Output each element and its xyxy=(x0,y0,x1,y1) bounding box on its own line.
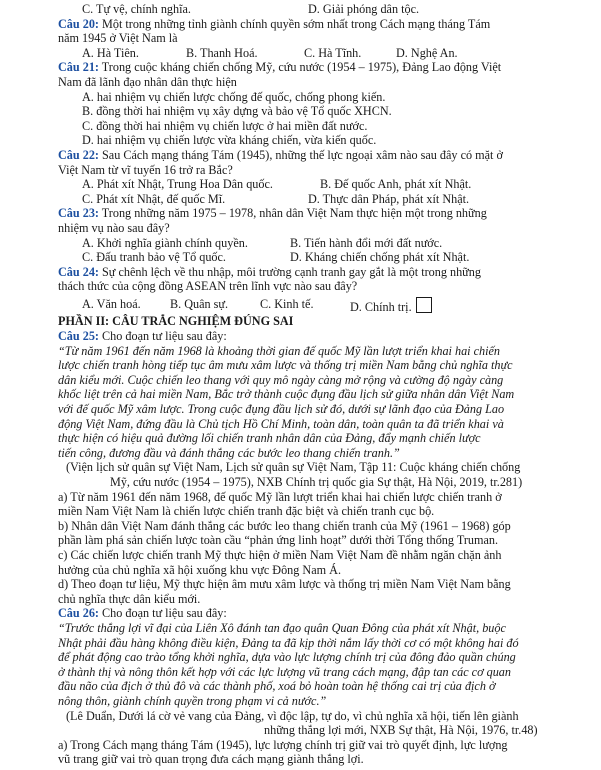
q20-options xyxy=(58,46,543,61)
q20-stem-cont: năm 1945 ở Việt Nam là xyxy=(58,31,178,46)
q24-option-b: B. Quân sự. xyxy=(170,296,229,311)
q23-stem-cont: nhiệm vụ nào sau đây? xyxy=(58,220,170,235)
q25-statement-c: c) Các chiến lược chiến tranh Mỹ thực hiện ở miền Nam Việt Nam đề nhằm ngăn chặn ảnh xyxy=(58,547,502,562)
q19-option-d: D. Giải phóng dân tộc. xyxy=(308,2,420,16)
q21-stem: Câu 21: Trong cuộc kháng chiến chống Mỹ, cứu nước (1954 – 1975), Đảng Lao động Việt xyxy=(58,60,502,75)
q26-source: (Lê Duẩn, Dưới lá cờ vẻ vang của Đảng, vì độc lập, tự do, vì chủ nghĩa xã hội, tiến lên giành xyxy=(66,708,519,723)
quote-line: để phát động cao trào tổng khởi nghĩa, dựa vào lực lượng chính trị của đông đảo quần chúng xyxy=(58,650,516,665)
q26-quote xyxy=(58,621,543,709)
q22-stem-cont: Việt Nam từ vĩ tuyến 16 trở ra Bắc? xyxy=(58,162,233,177)
quote-line: ở thành thị và nông thôn kết hợp với các lực lượng vũ trang cách mạng, đập tan các cơ quan xyxy=(58,664,511,679)
q24-option-d: D. Chính trị. xyxy=(350,297,432,315)
q23-option-c: C. Đấu tranh bảo vệ Tổ quốc. xyxy=(82,250,226,265)
q25-source-cont: Mỹ, cứu nước (1954 – 1975), NXB Chính trị quốc gia Sự thật, Hà Nội, 2019, tr.281) xyxy=(110,475,523,489)
quote-line: Nhật phải đầu hàng không điều kiện, Đảng ta đã kịp thời nắm lấy thời cơ có một không hai đó xyxy=(58,635,519,650)
q22-label: Câu 22: xyxy=(58,147,99,162)
q21-option-c: C. đồng thời hai nhiệm vụ chiến lược ở hai miền đất nước. xyxy=(82,118,368,133)
quote-line: động Việt Nam, đứng đầu là Chủ tịch Hồ Chí Minh, toàn dân, toàn quân ta đã triển khai và xyxy=(58,416,504,431)
q24-options xyxy=(58,297,543,315)
q19-option-c: C. Tự vệ, chính nghĩa. xyxy=(82,2,191,16)
quote-line: đầu não của địch ở thủ đô và các thành phố, xoá bỏ hoàn toàn hệ thống cai trị của địch ở xyxy=(58,679,496,694)
q25-statement-a-cont: miền Nam Việt Nam là chiến lược chiến tranh đặc biệt và chiến tranh cục bộ. xyxy=(58,504,435,519)
q23-options-row1 xyxy=(58,236,543,251)
q24-option-a: A. Văn hoá. xyxy=(82,296,141,311)
q22-stem: Câu 22: Sau Cách mạng tháng Tám (1945), những thế lực ngoại xâm nào sau đây có mặt ở xyxy=(58,147,503,162)
quote-line: tiến công, đương đầu và đánh thắng các bước leo thang chiến tranh.” xyxy=(58,445,400,460)
q21-option-b: B. đồng thời hai nhiệm vụ xây dựng và bảo vệ Tổ quốc XHCN. xyxy=(82,104,392,119)
q26-label: Câu 26: xyxy=(58,606,99,621)
q20-option-b: B. Thanh Hoá. xyxy=(186,45,258,60)
quote-line: thực hiện có hiệu quả đường lối chiến tranh nhân dân của Đảng, đẩy mạnh chiến lược xyxy=(58,431,481,446)
q23-option-a: A. Khởi nghĩa giành chính quyền. xyxy=(82,235,248,250)
q19-options xyxy=(58,2,543,17)
q23-stem: Câu 23: Trong những năm 1975 – 1978, nhân dân Việt Nam thực hiện một trong những xyxy=(58,206,487,221)
quote-line: nông thôn, giành chính quyền trong phạm vi cả nước.” xyxy=(58,693,327,708)
q21-option-d: D. hai nhiệm vụ chiến lược vừa kháng chiến, vừa kiến quốc. xyxy=(82,133,377,148)
q25-statement-d: d) Theo đoạn tư liệu, Mỹ thực hiện âm mưu xâm lược và thống trị miền Nam Việt Nam bằng xyxy=(58,577,511,592)
quote-line: lược chiến tranh hòng tiếp tục âm mưu xâm lược và thống trị miền Nam bằng chủ nghĩa thực xyxy=(58,358,513,373)
q22-options-row2 xyxy=(58,192,543,207)
q24-stem-cont: thách thức của cộng đồng ASEAN trên lĩnh vực nào sau đây? xyxy=(58,279,358,294)
q25-statement-b: b) Nhân dân Việt Nam đánh thắng các bước leo thang chiến tranh của Mỹ (1961 – 1968) góp xyxy=(58,518,511,533)
q23-label: Câu 23: xyxy=(58,206,99,221)
q25-statement-d-cont: chủ nghĩa thực dân kiểu mới. xyxy=(58,591,201,606)
q23-option-b: B. Tiến hành đổi mới đất nước. xyxy=(290,235,443,250)
q22-option-a: A. Phát xít Nhật, Trung Hoa Dân quốc. xyxy=(82,177,273,192)
q20-option-a: A. Hà Tiên. xyxy=(82,45,139,60)
q21-option-a: A. hai nhiệm vụ chiến lược chống đế quốc, chống phong kiến. xyxy=(82,89,386,104)
q25-statement-b-cont: phần làm phá sản chiến lược toàn cầu “phản ứng linh hoạt” dưới thời Tổng thống Truman. xyxy=(58,533,499,548)
q25-stem: Câu 25: Cho đoạn tư liệu sau đây: xyxy=(58,329,227,344)
q21-label: Câu 21: xyxy=(58,60,99,75)
q25-statement-c-cont: hưởng của chủ nghĩa xã hội xuống khu vực Đông Nam Á. xyxy=(58,562,341,577)
q21-stem-cont: Nam đã lãnh đạo nhân dân thực hiện xyxy=(58,74,237,89)
q25-source: (Viện lịch sử quân sự Việt Nam, Lịch sử quân sự Việt Nam, Tập 11: Cuộc kháng chiến chống xyxy=(66,460,521,475)
q22-option-d: D. Thực dân Pháp, phát xít Nhật. xyxy=(308,191,470,206)
q20-option-d: D. Nghệ An. xyxy=(396,45,458,60)
q25-statement-a: a) Từ năm 1961 đến năm 1968, đế quốc Mỹ lần lượt triển khai hai chiến lược chiến tranh ở xyxy=(58,489,502,504)
q24-label: Câu 24: xyxy=(58,264,99,279)
answer-box xyxy=(416,297,432,313)
q23-option-d: D. Kháng chiến chống phát xít Nhật. xyxy=(290,250,470,265)
q24-option-c: C. Kinh tế. xyxy=(260,296,314,311)
q20-stem: Câu 20: Một trong những tỉnh giành chính quyền sớm nhất trong Cách mạng tháng Tám xyxy=(58,16,491,31)
q23-options-row2 xyxy=(58,250,543,265)
quote-line: khốc liệt trên cả hai miền Nam, Bắc trở thành cuộc đụng đầu lịch sử giữa nhân dân Việt Nam xyxy=(58,387,515,402)
q26-source-cont: những thắng lợi mới, NXB Sự thật, Hà Nội, 1976, tr.48) xyxy=(264,723,538,738)
quote-line: với đế quốc Mỹ xâm lược. Trong cuộc đụng đầu lịch sử đó, dưới sự lãnh đạo của Đảng Lao xyxy=(58,402,505,417)
quote-line: dân kiểu mới. Cuộc chiến leo thang với quy mô ngày càng mở rộng và cường độ ngày càng xyxy=(58,372,504,387)
quote-line: “Từ năm 1961 đến năm 1968 là khoảng thời gian đế quốc Mỹ lần lượt triển khai hai chiến xyxy=(58,343,500,358)
q20-option-c: C. Hà Tĩnh. xyxy=(304,45,362,60)
part2-title: PHẦN II: CÂU TRẮC NGHIỆM ĐÚNG SAI xyxy=(58,314,294,329)
q26-stem: Câu 26: Cho đoạn tư liệu sau đây: xyxy=(58,606,227,621)
q26-statement-a: a) Trong Cách mạng tháng Tám (1945), lực lượng chính trị giữ vai trò quyết định, lực lượng xyxy=(58,737,508,752)
q20-label: Câu 20: xyxy=(58,16,99,31)
q24-stem: Câu 24: Sự chênh lệch về thu nhập, môi trường cạnh tranh gay gắt là một trong những xyxy=(58,264,481,279)
quote-line: “Trước thắng lợi vĩ đại của Liên Xô đánh tan đạo quân Quan Đông của phát xít Nhật, buộc xyxy=(58,620,506,635)
q26-statement-a-cont: vũ trang giữ vai trò quan trọng đưa cách mạng giành thắng lợi. xyxy=(58,752,364,767)
q22-option-b: B. Đế quốc Anh, phát xít Nhật. xyxy=(320,177,472,192)
q25-label: Câu 25: xyxy=(58,329,99,344)
q22-option-c: C. Phát xít Nhật, đế quốc Mĩ. xyxy=(82,191,226,206)
q25-quote xyxy=(58,344,543,461)
q22-options-row1 xyxy=(58,177,543,192)
